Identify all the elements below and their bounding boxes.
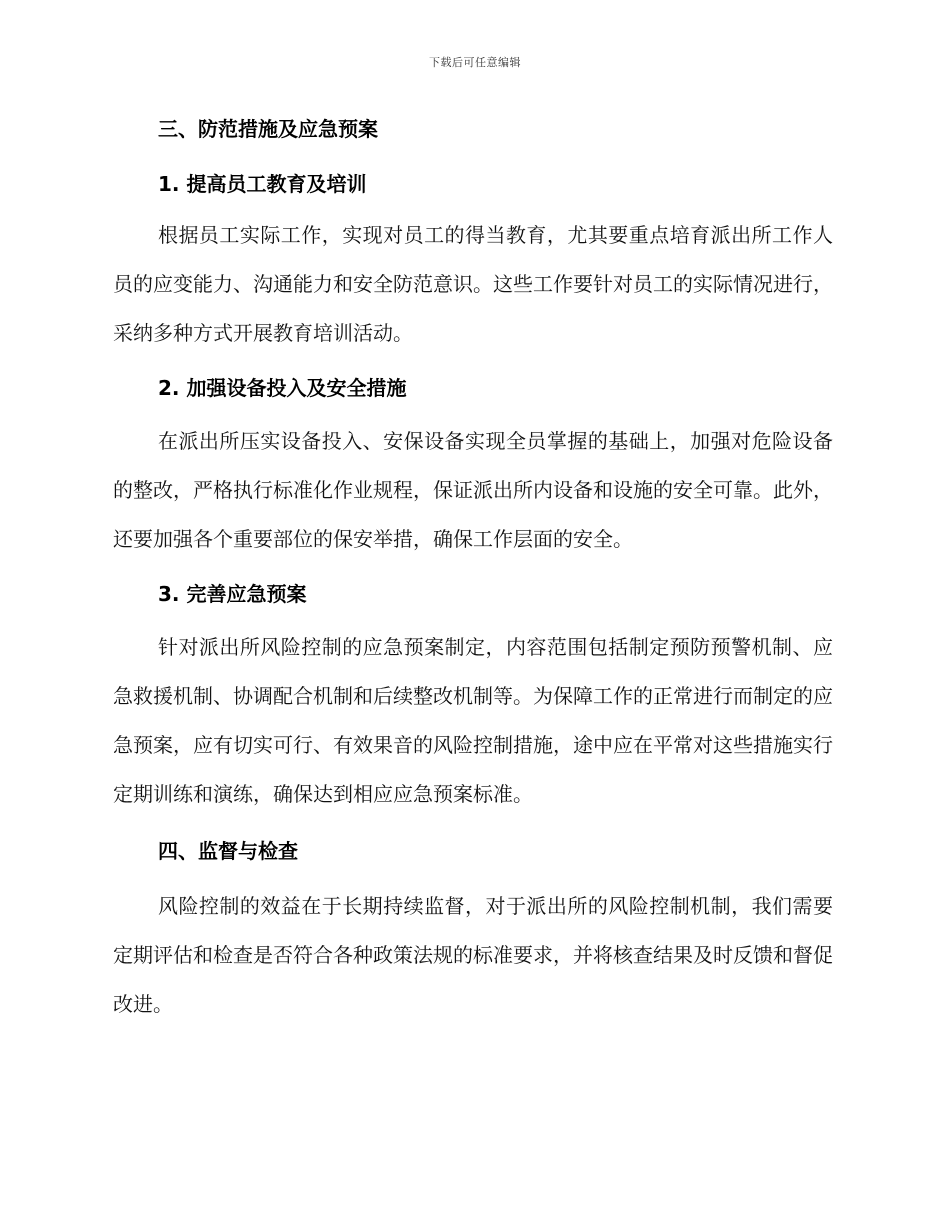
subheading-3: 3. 完善应急预案	[158, 582, 307, 606]
paragraph-2: 在派出所压实设备投入、安保设备实现全员掌握的基础上，加强对危险设备的整改，严格执行标准化作业规程，保证派出所内设备和设施的安全可靠。此外，还要加强各个重要部位的保安举措，确保工作层面的安全。	[113, 429, 833, 551]
section-heading-3: 三、防范措施及应急预案	[158, 117, 378, 141]
page-header: 下载后可任意编辑	[429, 56, 521, 69]
section-heading-4: 四、监督与检查	[158, 839, 298, 863]
paragraph-3: 针对派出所风险控制的应急预案制定，内容范围包括制定预防预警机制、应急救援机制、协调配合机制和后续整改机制等。为保障工作的正常进行而制定的应急预案，应有切实可行、有效果音的风险控制措施，途中应在平常对这些措施实行定期训练和演练，确保达到相应应急预案标准。	[113, 635, 833, 806]
document-body	[113, 110, 833, 1029]
paragraph-4: 风险控制的效益在于长期持续监督，对于派出所的风险控制机制，我们需要定期评估和检查是否符合各种政策法规的标准要求，并将核查结果及时反馈和督促改进。	[113, 894, 833, 1016]
paragraph-1: 根据员工实际工作，实现对员工的得当教育，尤其要重点培育派出所工作人员的应变能力、沟通能力和安全防范意识。这些工作要针对员工的实际情况进行，采纳多种方式开展教育培训活动。	[113, 223, 833, 345]
subheading-2: 2. 加强设备投入及安全措施	[158, 376, 407, 400]
subheading-1: 1. 提高员工教育及培训	[158, 172, 367, 196]
